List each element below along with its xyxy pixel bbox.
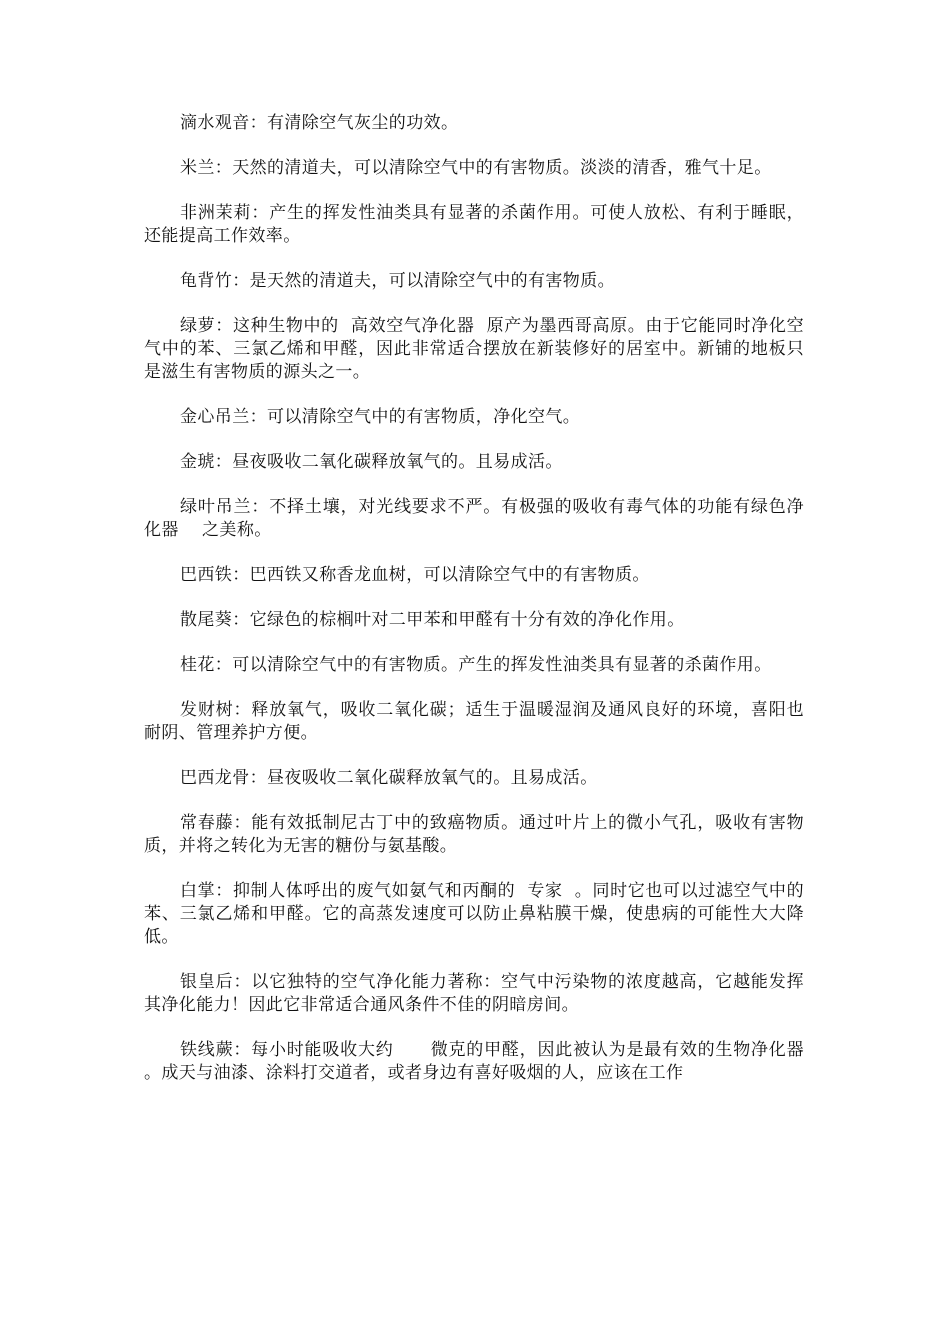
paragraph-jinhu: 金琥：昼夜吸收二氧化碳释放氧气的。且易成活。	[180, 452, 563, 472]
paragraph-baxitie: 巴西铁：巴西铁又称香龙血树，可以清除空气中的有害物质。	[180, 565, 650, 585]
paragraph-guibeizhu: 龟背竹：是天然的清道夫，可以清除空气中的有害物质。	[180, 271, 615, 291]
paragraph-feizhou-moli: 非洲茉莉：产生的挥发性油类具有显著的杀菌作用。可使人放松、有利于睡眠，还能提高工作效率。	[144, 203, 804, 246]
paragraph-tiexianjue: 铁线蕨：每小时能吸收大约 微克的甲醛，因此被认为是最有效的生物净化器 。成天与油漆、涂料打交道者，或者身边有喜好吸烟的人，应该在工作	[144, 1040, 816, 1083]
paragraph-yinhuanghou: 银皇后：以它独特的空气净化能力著称：空气中污染物的浓度越高，它越能发挥其净化能力！因此它非常适合通风条件不佳的阴暗房间。	[144, 972, 804, 1015]
paragraph-lvye-diaolan: 绿叶吊兰：不择土壤，对光线要求不严。有极强的吸收有毒气体的功能有绿色净化器 之美称。	[144, 497, 804, 540]
paragraph-lvluo: 绿萝：这种生物中的 高效空气净化器 原产为墨西哥高原。由于它能同时净化空气中的苯、三氯乙烯和甲醛，因此非常适合摆放在新装修好的居室中。新铺的地板只是滋生有害物质的源头之一。	[144, 316, 804, 382]
paragraph-guihua: 桂花：可以清除空气中的有害物质。产生的挥发性油类具有显著的杀菌作用。	[180, 655, 772, 675]
paragraph-baizhang: 白掌：抑制人体呼出的废气如氨气和丙酮的 专家 。同时它也可以过滤空气中的苯、三氯乙烯和甲醛。它的高蒸发速度可以防止鼻粘膜干燥，使患病的可能性大大降低。	[144, 881, 804, 947]
paragraph-jinxin-diaolan: 金心吊兰：可以清除空气中的有害物质，净化空气。	[180, 407, 581, 427]
paragraph-facaishu: 发财树：释放氧气，吸收二氧化碳；适生于温暖湿润及通风良好的环境，喜阳也耐阴、管理养护方便。	[144, 700, 804, 743]
paragraph-sanweikui: 散尾葵：它绿色的棕榈叶对二甲苯和甲醛有十分有效的净化作用。	[180, 610, 685, 630]
paragraph-baxi-longgu: 巴西龙骨：昼夜吸收二氧化碳释放氧气的。且易成活。	[180, 768, 598, 788]
paragraph-changchunteng: 常春藤：能有效抵制尼古丁中的致癌物质。通过叶片上的微小气孔，吸收有害物质，并将之转化为无害的糖份与氨基酸。	[144, 813, 804, 856]
paragraph-dishui-guanyin: 滴水观音：有清除空气灰尘的功效。	[180, 113, 459, 133]
paragraph-milan: 米兰：天然的清道夫，可以清除空气中的有害物质。淡淡的清香，雅气十足。	[180, 158, 772, 178]
document-body	[144, 112, 816, 1107]
